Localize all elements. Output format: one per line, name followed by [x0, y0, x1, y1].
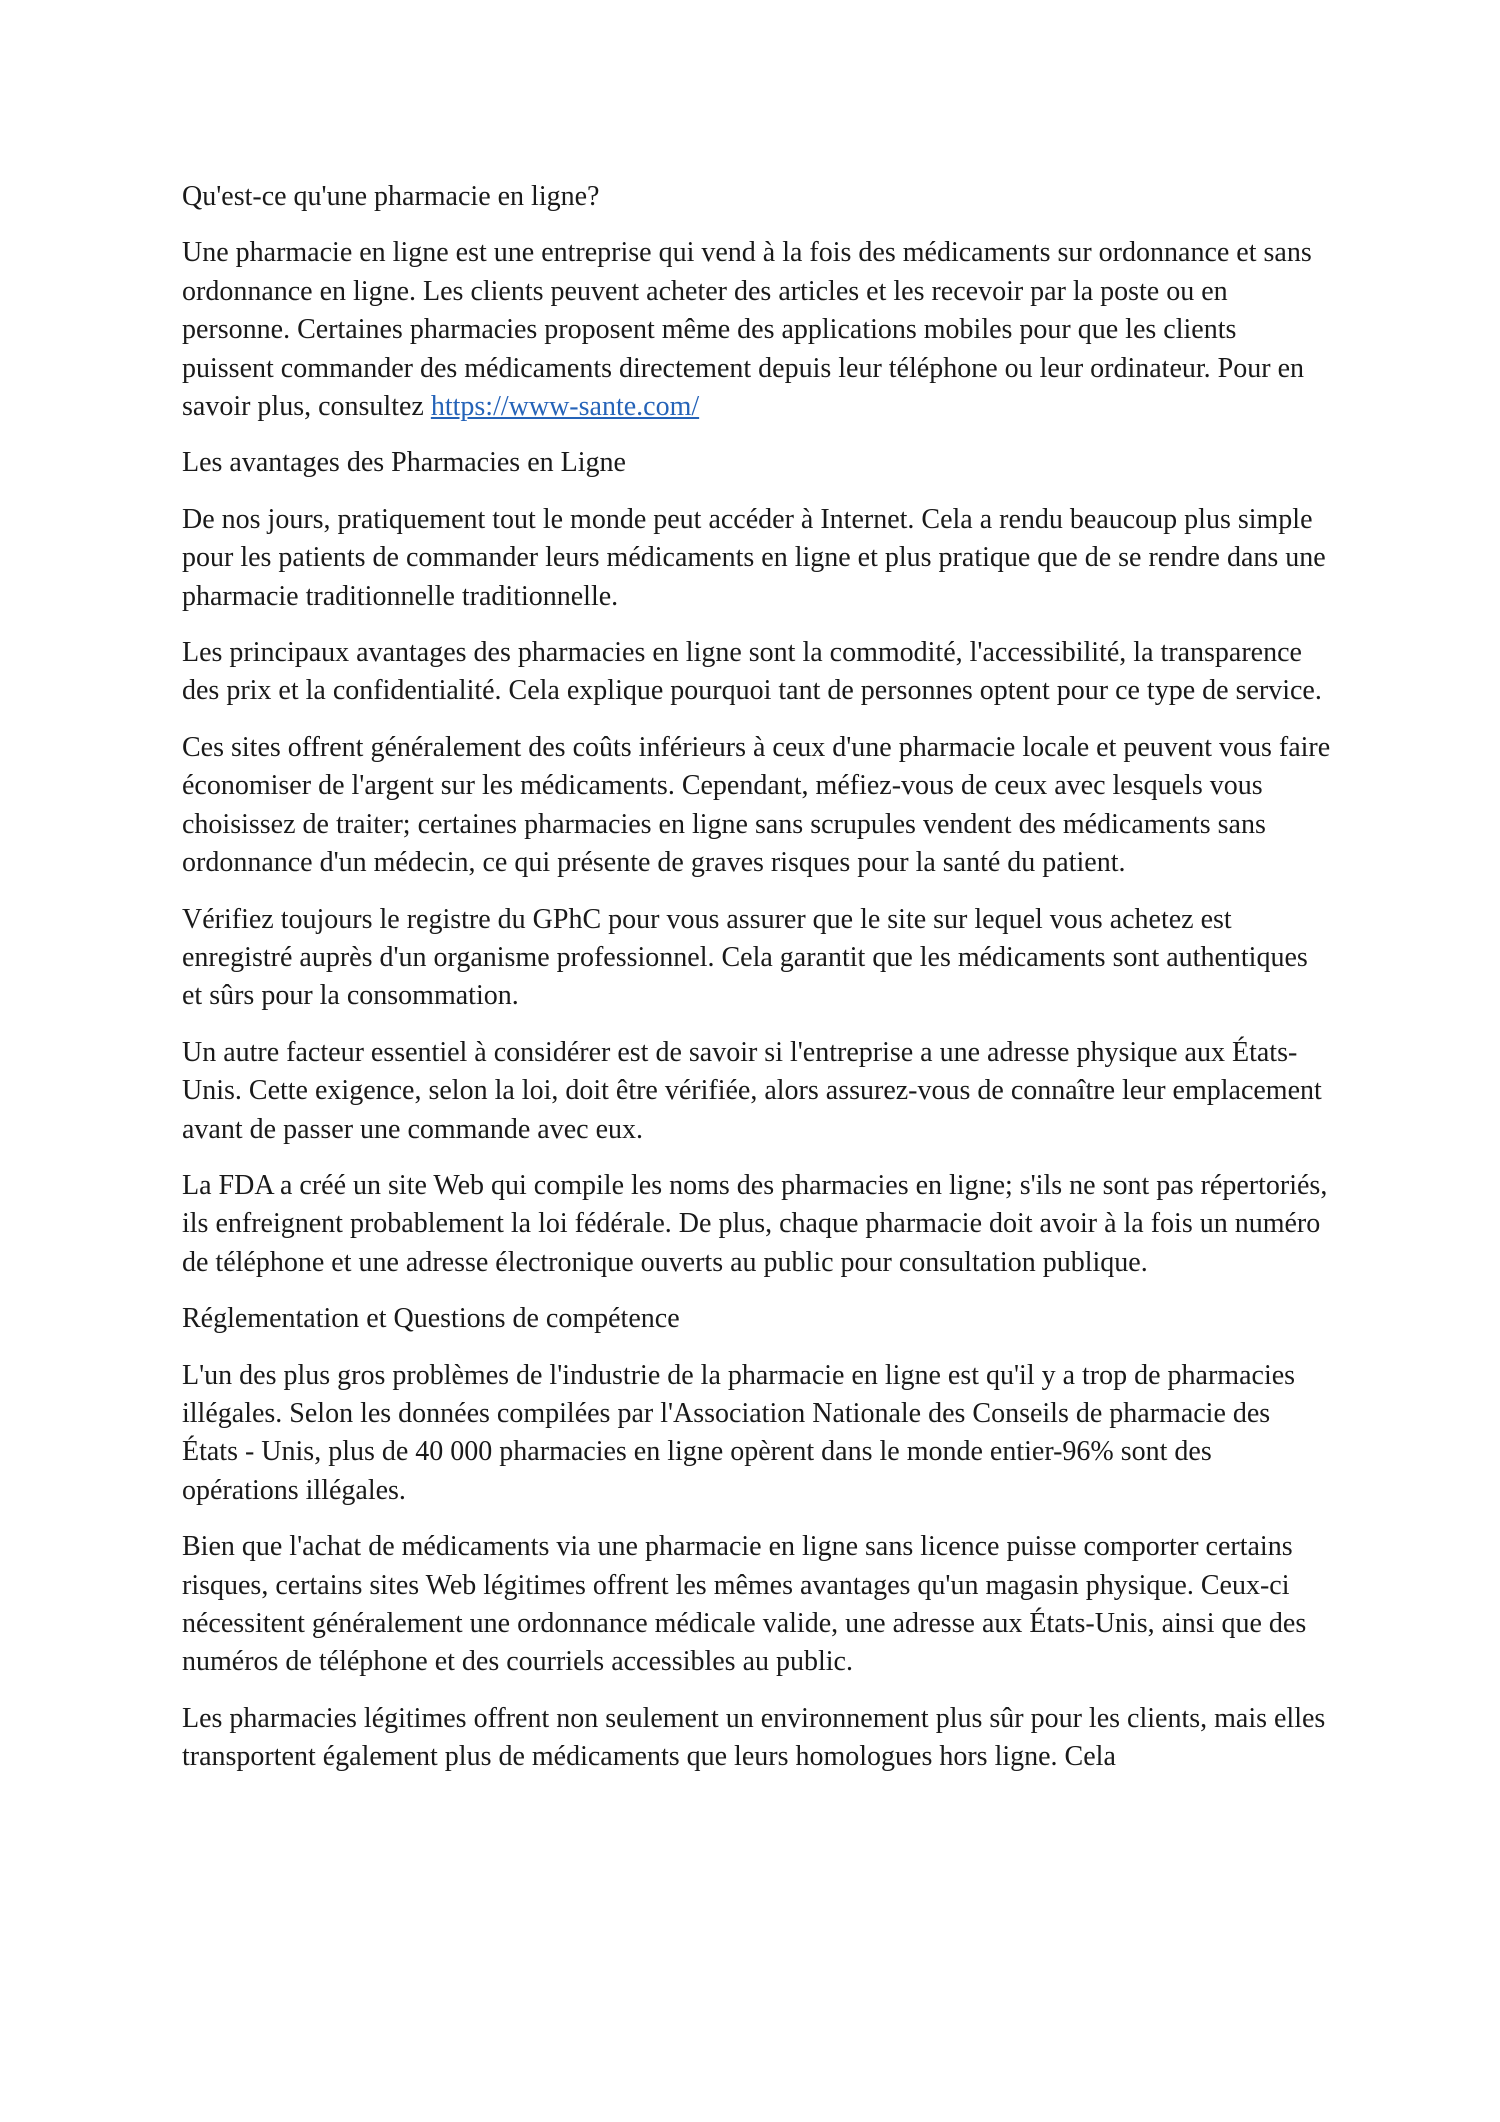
paragraph-internet-access: De nos jours, pratiquement tout le monde peut accéder à Internet. Cela a rendu beaucoup plus simple pour les patients de commander leurs médicaments en ligne et plus pratique que de se rendre dans une pharmacie traditionnelle traditionnelle. — [182, 503, 1326, 612]
paragraph-main-advantages: Les principaux avantages des pharmacies en ligne sont la commodité, l'accessibilité, la transparence des prix et la confidentialité. Cela explique pourquoi tant de personnes optent pour ce type de service. — [182, 637, 1322, 707]
section-heading-advantages: Les avantages des Pharmacies en Ligne — [182, 447, 626, 479]
paragraph-illegal-pharmacies: L'un des plus gros problèmes de l'industrie de la pharmacie en ligne est qu'il y a trop de pharmacies illégales. Selon les données compilées par l'Association Nationale des Conseils de pharmacie des États - Unis, plus de 40 000 pharmacies en ligne opèrent dans le monde entier-96% sont des opérations illégales. — [182, 1359, 1296, 1506]
document-page — [182, 178, 1332, 1795]
paragraph-gphc-register: Vérifiez toujours le registre du GPhC pour vous assurer que le site sur lequel vous achetez est enregistré auprès d'un organisme professionnel. Cela garantit que les médicaments sont authentiques et sûrs pour la consommation. — [182, 903, 1308, 1012]
paragraph-fda-site: La FDA a créé un site Web qui compile les noms des pharmacies en ligne; s'ils ne sont pas répertoriés, ils enfreignent probablement la loi fédérale. De plus, chaque pharmacie doit avoir à la fois un numéro de téléphone et une adresse électronique ouverts au public pour consultation publique. — [182, 1169, 1328, 1278]
section-heading-regulation: Réglementation et Questions de compétence — [182, 1303, 680, 1335]
paragraph-lower-costs: Ces sites offrent généralement des coûts inférieurs à ceux d'une pharmacie locale et peuvent vous faire économiser de l'argent sur les médicaments. Cependant, méfiez-vous de ceux avec lesquels vous choisissez de traiter; certaines pharmacies en ligne sans scrupules vendent des médicaments sans ordonnance d'un médecin, ce qui présente de graves risques pour la santé du patient. — [182, 731, 1331, 879]
paragraph-definition — [182, 234, 1332, 426]
paragraph-legitimate-sites: Bien que l'achat de médicaments via une pharmacie en ligne sans licence puisse comporter certains risques, certains sites Web légitimes offrent les mêmes avantages qu'un magasin physique. Ceux-ci nécessitent généralement une ordonnance médicale valide, une adresse aux États-Unis, ainsi que des numéros de téléphone et des courriels accessibles au public. — [182, 1531, 1307, 1678]
paragraph-physical-address: Un autre facteur essentiel à considérer est de savoir si l'entreprise a une adresse physique aux États-Unis. Cette exigence, selon la loi, doit être vérifiée, alors assurez-vous de connaître leur emplacement avant de passer une commande avec eux. — [182, 1036, 1322, 1145]
sante-link[interactable]: https://www-sante.com/ — [430, 391, 700, 423]
section-heading-what-is: Qu'est-ce qu'une pharmacie en ligne? — [182, 181, 600, 212]
paragraph-definition-text: Une pharmacie en ligne est une entreprise qui vend à la fois des médicaments sur ordonnance et sans ordonnance en ligne. Les clients peuvent acheter des articles et les recevoir par la poste ou en personne. Certaines pharmacies proposent même des applications mobiles pour que les clients puissent commander des médicaments directement depuis leur téléphone ou leur ordinateur. Pour en savoir plus, consultez — [182, 237, 1312, 423]
paragraph-legitimate-pharmacies: Les pharmacies légitimes offrent non seulement un environnement plus sûr pour les clients, mais elles transportent également plus de médicaments que leurs homologues hors ligne. Cela — [182, 1702, 1326, 1773]
